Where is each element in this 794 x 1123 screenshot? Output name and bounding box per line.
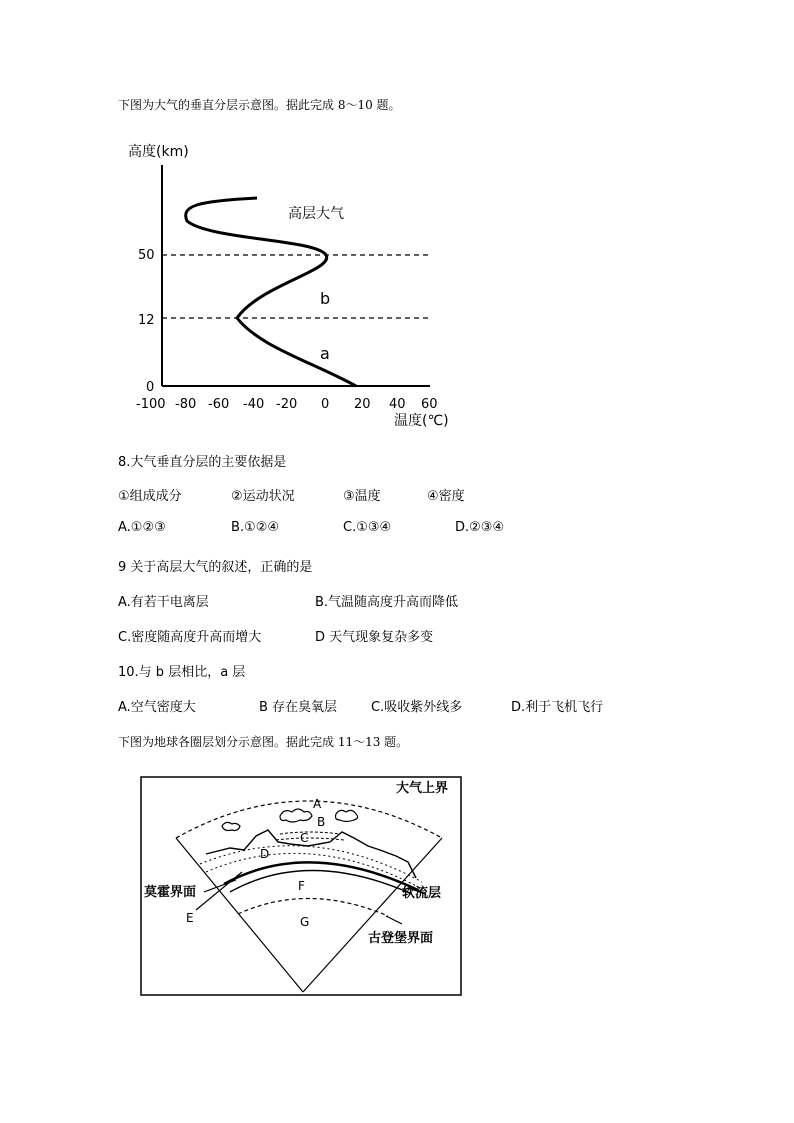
x-tick: 0 bbox=[321, 397, 330, 412]
q8-option-b[interactable]: B.①②④ bbox=[231, 520, 280, 535]
q8-option-a[interactable]: A.①②③ bbox=[118, 520, 166, 535]
q9-option-d[interactable]: D 天气现象复杂多变 bbox=[315, 630, 434, 645]
label-G: G bbox=[300, 915, 310, 929]
q9-option-b[interactable]: B.气温随高度升高而降低 bbox=[315, 595, 459, 610]
x-tick: 60 bbox=[421, 397, 438, 412]
q8-option-c[interactable]: C.①③④ bbox=[343, 520, 392, 535]
label-F: F bbox=[298, 879, 305, 893]
arrow-gutenberg bbox=[386, 916, 402, 924]
label-b: b bbox=[320, 289, 331, 308]
label-a: a bbox=[320, 344, 330, 363]
y-tick-50: 50 bbox=[138, 248, 155, 263]
x-tick: -40 bbox=[243, 397, 265, 412]
temperature-curve bbox=[186, 198, 356, 386]
q9-stem: 9 关于高层大气的叙述，正确的是 bbox=[118, 560, 313, 575]
asthenosphere-line bbox=[230, 870, 412, 894]
q10-stem: 10.与 b 层相比，a 层 bbox=[118, 665, 246, 680]
label-atmosphere-top: 大气上界 bbox=[396, 781, 449, 796]
x-tick: -60 bbox=[208, 397, 230, 412]
q9-option-c[interactable]: C.密度随高度升高而增大 bbox=[118, 630, 262, 645]
y-axis-title: 高度(km) bbox=[128, 144, 189, 160]
q8-item-3: ③温度 bbox=[343, 489, 381, 504]
label-C: C bbox=[300, 831, 309, 845]
q8-stem: 8.大气垂直分层的主要依据是 bbox=[118, 455, 287, 470]
intro-text-1: 下图为大气的垂直分层示意图。据此完成 8～10 题。 bbox=[118, 98, 401, 112]
q8-item-4: ④密度 bbox=[427, 489, 465, 504]
q10-option-a[interactable]: A.空气密度大 bbox=[118, 700, 196, 715]
q10-option-d[interactable]: D.利于飞机飞行 bbox=[511, 700, 604, 715]
x-tick: -80 bbox=[175, 397, 197, 412]
earth-spheres-diagram bbox=[140, 776, 462, 996]
sector-right-edge bbox=[303, 838, 442, 992]
x-tick: 20 bbox=[354, 397, 371, 412]
label-E: E bbox=[186, 911, 194, 925]
x-tick: -20 bbox=[276, 397, 298, 412]
q10-option-b[interactable]: B 存在臭氧层 bbox=[259, 700, 338, 715]
label-A: A bbox=[313, 797, 322, 811]
q8-item-2: ②运动状况 bbox=[231, 489, 295, 504]
gutenberg-boundary bbox=[238, 898, 388, 916]
q8-item-1: ①组成成分 bbox=[118, 489, 182, 504]
y-tick-0: 0 bbox=[146, 380, 155, 395]
cloud-shape bbox=[222, 822, 240, 830]
label-asthenosphere: 软流层 bbox=[402, 886, 442, 901]
label-D: D bbox=[260, 847, 270, 861]
label-moho: 莫霍界面 bbox=[144, 885, 197, 900]
x-tick: -100 bbox=[136, 397, 166, 412]
moho-boundary bbox=[224, 862, 418, 890]
q9-option-a[interactable]: A.有若干电离层 bbox=[118, 595, 209, 610]
label-upper-atmosphere: 高层大气 bbox=[288, 206, 344, 222]
y-tick-12: 12 bbox=[138, 313, 155, 328]
x-axis-title: 温度(℃) bbox=[394, 413, 449, 429]
intro-text-2: 下图为地球各圈层划分示意图。据此完成 11～13 题。 bbox=[118, 735, 409, 749]
x-tick: 40 bbox=[389, 397, 406, 412]
q8-option-d[interactable]: D.②③④ bbox=[455, 520, 505, 535]
label-B: B bbox=[317, 815, 326, 829]
atmosphere-diagram bbox=[120, 135, 460, 430]
sector-left-edge bbox=[176, 838, 303, 992]
hydrosphere-band bbox=[280, 832, 340, 834]
arrow-e bbox=[196, 872, 242, 910]
label-gutenberg: 古登堡界面 bbox=[368, 931, 434, 946]
cloud-shape bbox=[336, 810, 358, 821]
q10-option-c[interactable]: C.吸收紫外线多 bbox=[371, 700, 463, 715]
cloud-shape bbox=[280, 809, 312, 822]
